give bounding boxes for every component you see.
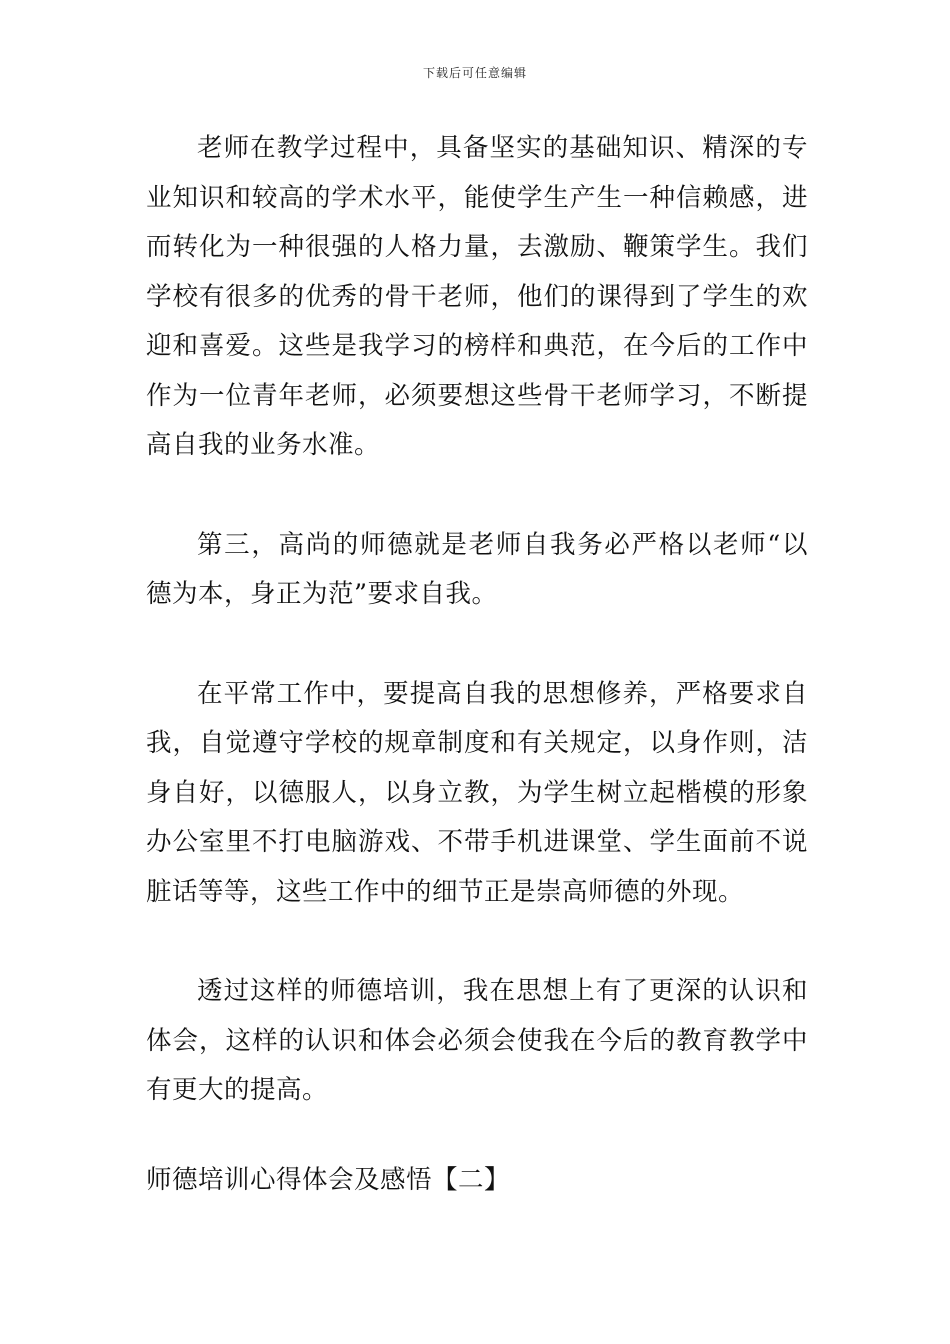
paragraph-teacher-knowledge: 老师在教学过程中，具备坚实的基础知识、精深的专业知识和较高的学术水平，能使学生产生一种信赖感，进而转化为一种很强的人格力量，去激励、鞭策学生。我们学校有很多的优秀的骨干老师，他们的课得到了学生的欢迎和喜爱。这些是我学习的榜样和典范，在今后的工作中作为一位青年老师，必须要想这些骨干老师学习，不断提高自我的业务水准。 xyxy=(146,133,808,460)
paragraph-training-conclusion: 透过这样的师德培训，我在思想上有了更深的认识和体会，这样的认识和体会必须会使我在今后的教育教学中有更大的提高。 xyxy=(146,976,808,1105)
paragraph-daily-work: 在平常工作中，要提高自我的思想修养，严格要求自我，自觉遵守学校的规章制度和有关规定，以身作则，洁身自好，以德服人，以身立教，为学生树立起楷模的形象办公室里不打电脑游戏、不带手机进课堂、学生面前不说脏话等等，这些工作中的细节正是崇高师德的外现。 xyxy=(146,678,808,907)
page-header-note: 下载后可任意编辑 xyxy=(422,66,527,80)
section-title: 师德培训心得体会及感悟【二】 xyxy=(146,1164,511,1195)
paragraph-third-point: 第三，高尚的师德就是老师自我务必严格以老师“以德为本，身正为范”要求自我。 xyxy=(146,529,808,609)
document-body xyxy=(146,124,808,1205)
